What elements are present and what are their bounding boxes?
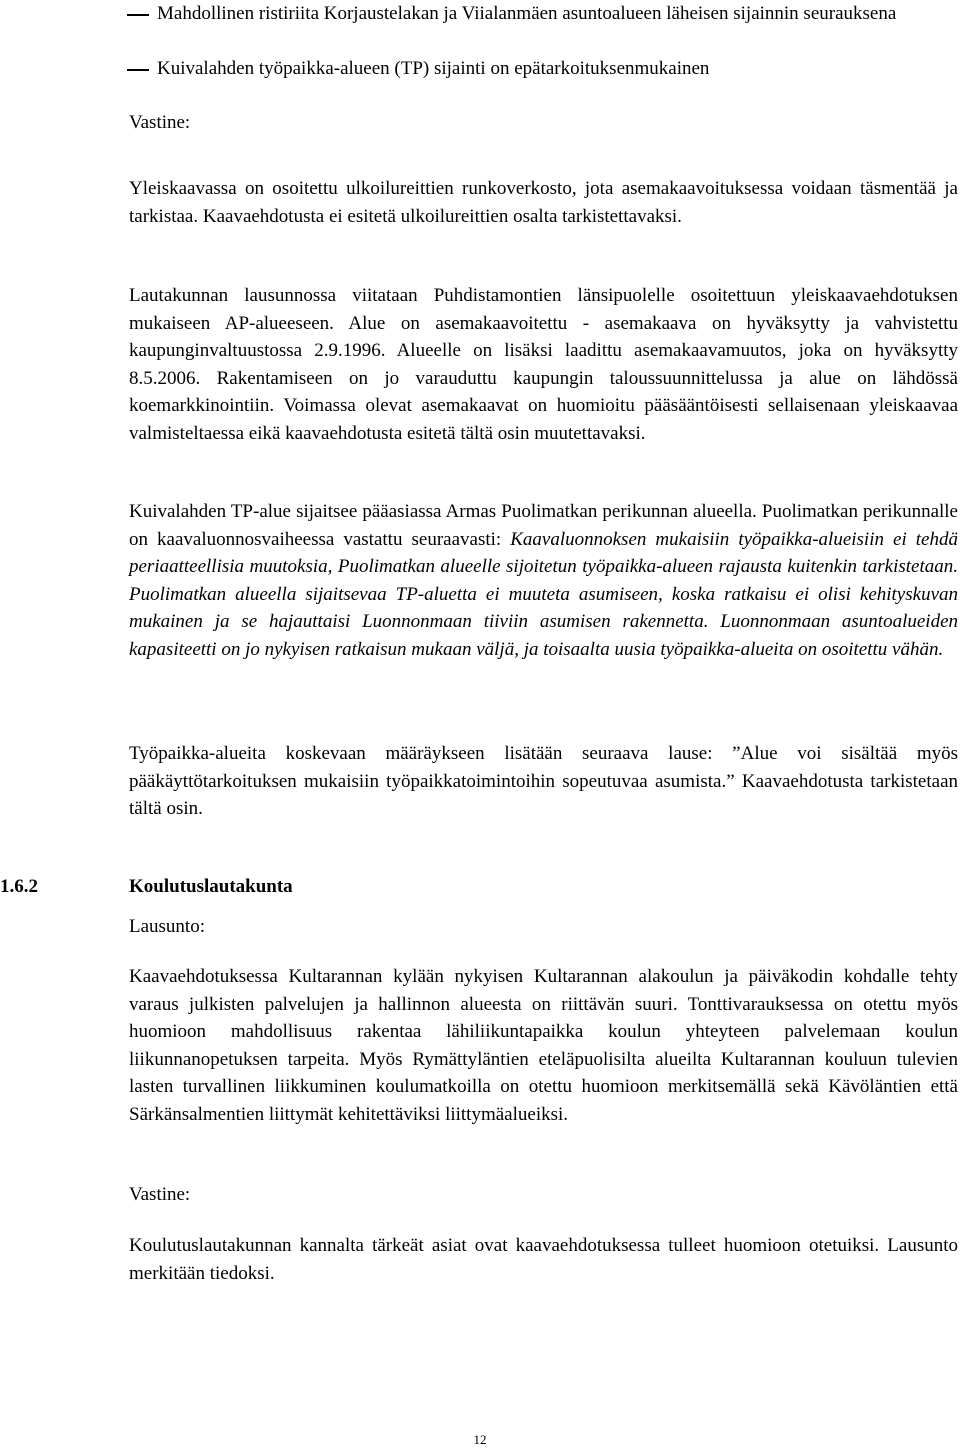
bullet-text: Kuivalahden työpaikka-alueen (TP) sijainti on epätarkoituksenmukainen <box>157 58 710 79</box>
section-title: Koulutuslautakunta <box>129 876 293 897</box>
paragraph: Työpaikka-alueita koskevaan määräykseen lisätään seuraava lause: ”Alue voi sisältää myös pääkäyttötarkoituksen mukaisiin työpaikkatoimintoihin sopeutuvaa asumista.” Kaavaehdotusta tarkistetaan tältä osin. <box>129 743 958 819</box>
vastine-label: Vastine: <box>129 112 191 133</box>
dash-marker <box>127 69 149 71</box>
dash-marker <box>127 14 149 16</box>
section-number: 1.6.2 <box>0 876 38 897</box>
paragraph: Koulutuslautakunnan kannalta tärkeät asiat ovat kaavaehdotuksessa tulleet huomioon otetuiksi. Lausunto merkitään tiedoksi. <box>129 1235 958 1284</box>
vastine-label: Vastine: <box>129 1184 191 1205</box>
paragraph: Lautakunnan lausunnossa viitataan Puhdistamontien länsipuolelle osoitettuun yleiskaavaehdotuksen mukaiseen AP-alueeseen. Alue on asemakaavoitettu - asemakaava on hyväksytty ja vahvistettu kaupunginvaltuustossa 2.9.1996. Alueelle on lisäksi laadittu asemakaavamuutos, joka on hyväksytty 8.5.2006. Rakentamiseen on jo varauduttu kaupungin taloussuunnittelussa ja alue on lähdössä koemarkkinointiin. Voimassa olevat asemakaavat on huomioitu pääsääntöisesti sellaisenaan yleiskaavaa valmisteltaessa eikä kaavaehdotusta esitetä tältä osin muutettavaksi. <box>129 285 958 444</box>
quoted-reply: Kaavaluonnoksen mukaisiin työpaikka-alueisiin ei tehdä periaatteellisia muutoksia, Puolimatkan alueelle sijoitetun työpaikka-alueen rajausta kuitenkin tarkistetaan. Puolimatkan alueella sijaitsevaa TP-aluetta ei muuteta asumiseen, koska ratkaisu ei olisi kehityskuvan mukainen ja se hajauttaisi Luonnonmaan tiiviin asumisen rakennetta. Luonnonmaan asuntoalueiden kapasiteetti on jo nykyisen ratkaisun mukaan väljä, ja toisaalta uusia työpaikka-alueita on osoitettu vähän. <box>129 528 958 660</box>
paragraph-text: Kuivalahden TP-alue sijaitsee pääasiassa Armas Puolimatkan perikunnan alueella. Puolimatkan perikunnalle on kaavaluonnosvaiheessa vastattu seuraavasti: <box>129 501 958 550</box>
paragraph <box>129 498 958 663</box>
bullet-text: Mahdollinen ristiriita Korjaustelakan ja Viialanmäen asuntoalueen läheisen sijainnin seurauksena <box>157 3 897 24</box>
lausunto-label: Lausunto: <box>129 916 205 937</box>
paragraph: Yleiskaavassa on osoitettu ulkoilureittien runkoverkosto, jota asemakaavoituksessa voidaan täsmentää ja tarkistaa. Kaavaehdotusta ei esitetä ulkoilureittien osalta tarkistettavaksi. <box>129 178 958 227</box>
paragraph: Kaavaehdotuksessa Kultarannan kylään nykyisen Kultarannan alakoulun ja päiväkodin kohdalle tehty varaus julkisten palvelujen ja hallinnon alueesta on riittävän suuri. Tonttivarauksessa on otettu myös huomioon mahdollisuus rakentaa lähiliikuntapaikka koulun yhteyteen palvelemaan koulun liikunnanopetuksen tarpeita. Myös Rymättyläntien eteläpuolisilta alueilta Kultarannan kouluun tulevien lasten turvallinen liikkuminen koulumatkoilla on otettu huomioon merkitsemällä sekä Kävöläntien että Särkänsalmentien liittymät kehitettäviksi liittymäalueiksi. <box>129 966 958 1125</box>
page-number: 12 <box>473 1432 487 1447</box>
